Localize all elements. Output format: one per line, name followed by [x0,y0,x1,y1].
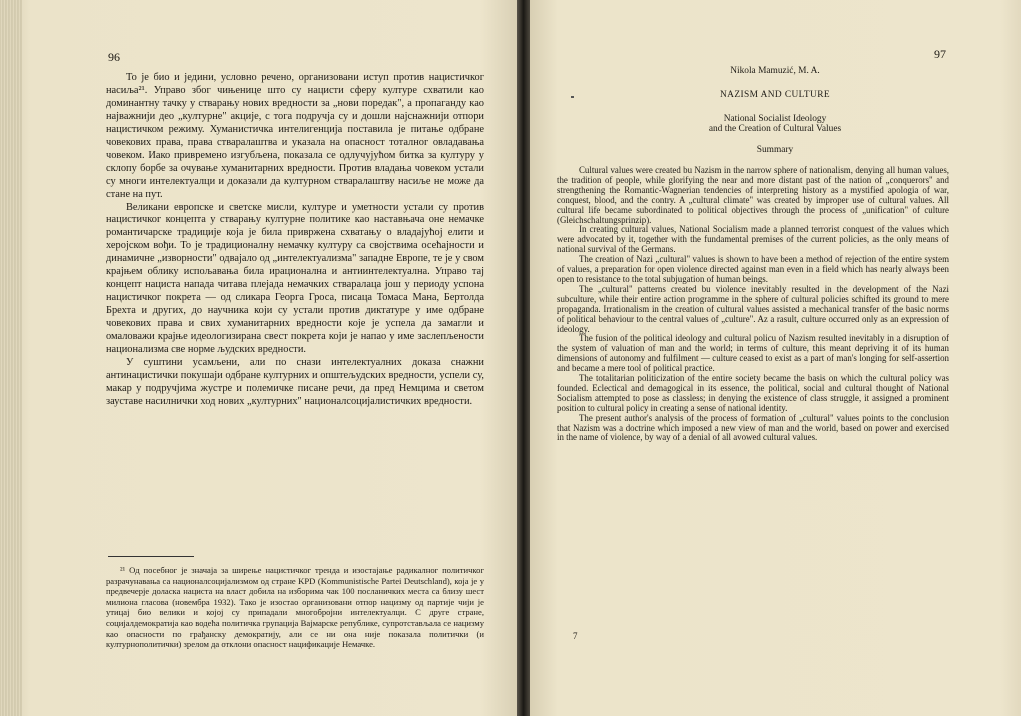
page-number: 97 [934,47,946,61]
body-text [106,72,484,409]
summary-text [557,166,949,443]
article-title: NAZISM AND CULTURE [720,90,830,100]
subtitle: and the Creation of Cultural Values [708,124,842,134]
paragraph: The „cultural" patterns created bu violence inevitably resulted in the development of the Nazi subculture, while their entire action programme in the sphere of cultural policies schifted its ground to mere propaganda. Irrationalism in the creation of cultural values assisted a mechanical transfer of the basic norms of political behaviour to the central values of „culture". Az a rasult, culture occurred only as an expression of ideology. [557,283,949,334]
paragraph: The creation of Nazi „cultural" values is shown to have been a method of rejection of the entire system of values, a preparation for open violence directed against man even in a field which has nearly always been open to resistance to the total subjugation of human beings. [557,254,949,284]
subtitle: National Socialist Ideology [723,114,827,124]
paragraph: The totalitarian politicization of the entire society became the basis on which the cultural policy was founded. Eclectical and demagogical in its essence, the political, social and cultural thought of National Socialism attempted to pose as classless; in denying the existence of class struggle, it assigned a prominent position to cultural policy in creating a sense of national identity. [557,373,949,413]
page-edge [0,0,22,716]
author: Nikola Mamuzić, M. A. [730,66,820,76]
page-number: 96 [108,50,120,64]
paragraph: In creating cultural values, National Socialism made a planned terrorist conquest of the values which were advocated by it, together with the fundamental premises of the current policies, as the only means of national survival of the Germans. [557,224,949,255]
paragraph: The present author's analysis of the process of formation of „cultural" values points to the conclusion that Nazism was a doctrine which imposed a new view of man and the world, based on power and exercised in the name of violence, by way of a denial of all avowed cultural values. [557,412,949,443]
paragraph: Cultural values were created bu Nazism in the narrow sphere of nationalism, denying all human values, the tradition of people, while glorifying the near and more distant past of the nation of „conquerors" and strengthening the Romantic-Wagnerian tendencies of interpreting history as a mystified apologia of war, conquest, blood, and the contry. A „cultural climate" was created by improper use of cultural values. All cultural life became subordinated to political objectives through the process of „unification" of culture (Gleichschaltungsprinzip). [557,165,949,225]
paragraph: То је био и једини, условно речено, организовани иступ против нацистичког насиља²¹. Управо због чињенице што су нацисти сферу културе схватили као доминантну тачку у стварању нових вредности за „нови поредак", а пропаганду као најважнији део „културне" акције, с тога подручја су и дошли најснажнији отпори нацистичком режиму. Хуманистичка интелигенција поставила је питање одбране човекових права, права стваралаштва и указала на опасност тоталног овладавања човеком. Иако привремено изгубљена, показала се одлучујућом битка за културу у склопу борбе за очување хуманитарних вредности. Против владања човеком устали су многи интелектуалци и доказали да културном стваралаштву насиље не може да стане на пут. [106,72,484,200]
footnote: ²¹ Од посебног је значаја за ширење нацистичког тренда и изостајање радикалног политичког разрачунавања са националсоцијализмом од стране KPD (Kommunistische Partei Deutschland), која је у предвечерје доласка нациста на власт добила на изборима чак 100 посланичких места са близу шест милиона гласова (новембра 1932). Тако је изостао организовани отпор нацизму од партије чији је утицај био велики и којој су припадали многобројни интелектуалци. С друге стране, социјалдемократија као водећа политичка групација Вајмарске републике, супротстављала се нацизму као опасности по грађанску демократију, али се ни она није показала политички (и културнополитички) зрелом да отклони опасност нацификације Немачке. [106,565,484,650]
paragraph: У суштини усамљени, али по снази интелектуалних доказа снажни антинацистички покушаји одбране културних и општељудских вредности, успели су, макар у подручјима жустре и полемичке писане речи, да пред Немцима и светом зауставе насилнички ход нових „културних" националсоцијалистичких вредности. [106,356,484,407]
paragraph: The fusion of the political ideology and cultural policu of Nazism resulted inevitably in a disruption of the system of valuation of man and the world; in terms of culture, this meant depriving it of its human dimensions of autonomy and fulfilment — culture ceased to exist as a part of man's longing for self-assertion and became a mere tool of political practice. [557,333,949,374]
footnote-rule [108,556,194,557]
signature-mark: 7 [573,631,578,641]
paragraph: Великани европске и светске мисли, културе и уметности устали су против нацистичког концепта у стварању културне политике као наставњача оне немачке романтичарске традиције која је била привржена схватању о владајућој елити и херојском вођи. То је традиционалну немачку културу са својствима осећајности и динамичне „изворности" одвајало од „интелектуализма" западне Европе, те је у свом крајњем облику испољавања била ирационална и антиинтелектуална. Управо тај концепт нациста напада читава плејада немачких стваралаца још у периоду успона нацистичког покрета — од сликара Георга Гроса, писаца Томаса Мана, Бертолда Брехта и других, до научника који су устали против диктатуре у име одбране човекових права и свих хуманитарних вредности које је успела да замагли и омаловажи крајње идеологизирана свест покрета који је напао у име заслепљености национализма све норме људских вредности. [106,201,484,356]
section-heading: Summary [756,145,794,155]
book-gutter [517,0,530,716]
